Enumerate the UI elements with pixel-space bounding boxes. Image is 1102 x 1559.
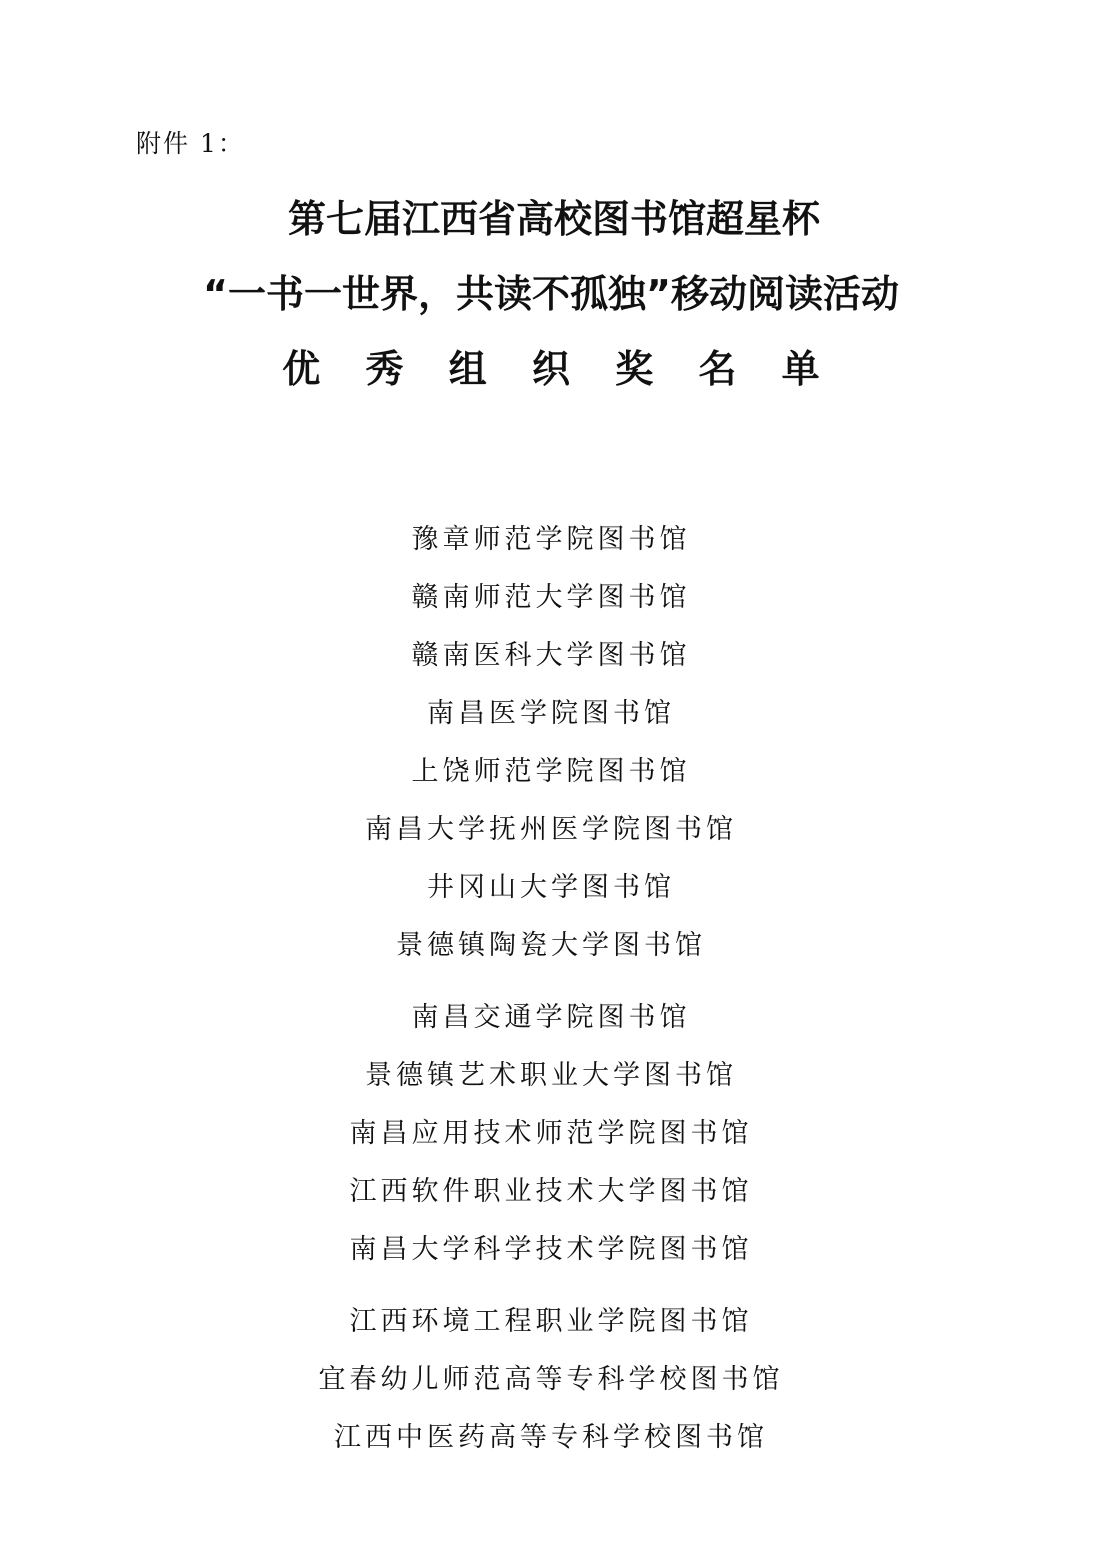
library-item: 江西中医药高等专科学校图书馆 xyxy=(334,1422,768,1453)
library-item: 赣南师范大学图书馆 xyxy=(411,582,691,613)
library-item: 豫章师范学院图书馆 xyxy=(411,524,691,555)
title-line-3: 优 秀 组 织 奖 名 单 xyxy=(282,347,836,391)
library-item: 宜春幼儿师范高等专科学校图书馆 xyxy=(318,1364,784,1395)
library-item: 赣南医科大学图书馆 xyxy=(411,640,691,671)
library-item: 上饶师范学院图书馆 xyxy=(411,756,691,787)
document-title xyxy=(0,195,1102,420)
library-item: 江西软件职业技术大学图书馆 xyxy=(349,1176,753,1207)
library-item: 南昌医学院图书馆 xyxy=(427,698,675,729)
library-item: 南昌大学抚州医学院图书馆 xyxy=(365,814,737,845)
library-item: 江西环境工程职业学院图书馆 xyxy=(349,1306,753,1337)
library-item: 景德镇艺术职业大学图书馆 xyxy=(365,1060,737,1091)
library-item: 景德镇陶瓷大学图书馆 xyxy=(396,930,706,961)
title-line-2: “一书一世界，共读不孤独”移动阅读活动 xyxy=(203,272,899,316)
library-item: 南昌交通学院图书馆 xyxy=(411,1002,691,1033)
library-item: 南昌应用技术师范学院图书馆 xyxy=(349,1118,753,1149)
library-list xyxy=(0,520,1102,1458)
title-line-1: 第七届江西省高校图书馆超星杯 xyxy=(287,197,820,241)
library-item: 井冈山大学图书馆 xyxy=(427,872,675,903)
library-item: 南昌大学科学技术学院图书馆 xyxy=(349,1234,753,1265)
attachment-label: 附件 1： xyxy=(136,129,245,158)
